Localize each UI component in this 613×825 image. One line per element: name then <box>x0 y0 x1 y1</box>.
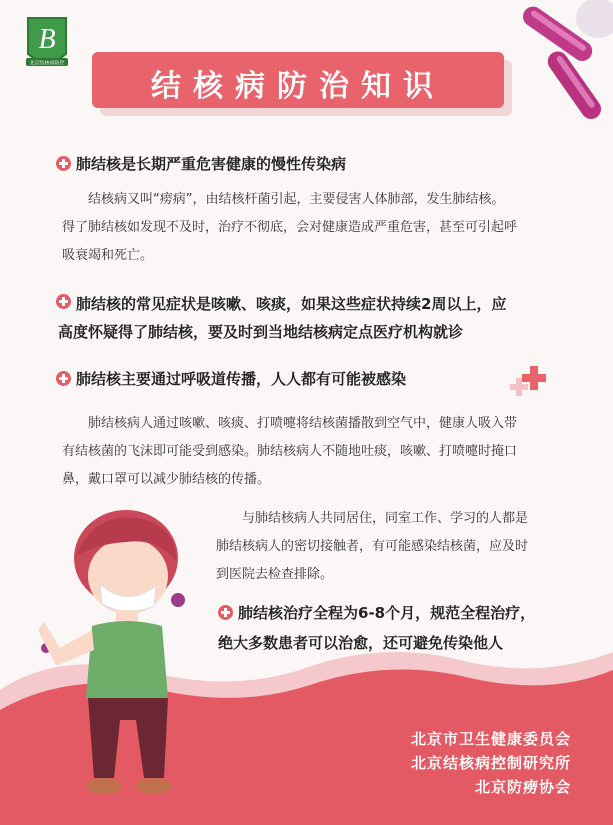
section-heading: 肺结核是长期严重危害健康的慢性传染病 <box>76 155 347 173</box>
org-line: 北京防痨协会 <box>474 778 571 796</box>
title-banner <box>92 52 504 108</box>
section-heading: 肺结核治疗全程为6-8个月，规范全程治疗， 绝大多数患者可以治愈，还可避免传染他人 <box>218 604 536 652</box>
bacteria-illustration <box>503 0 613 130</box>
org-line: 北京市卫生健康委员会 <box>410 730 571 748</box>
tb-logo-icon <box>24 14 70 72</box>
cross-decoration-icon <box>508 364 550 400</box>
section-body: 结核病又叫“痨病”，由结核杆菌引起，主要侵害人体肺部，发生肺结核。 得了肺结核如发现不及时，治疗不彻底，会对健康造成严重危害，甚至可引起呼 吸衰竭和死亡。 <box>62 192 518 263</box>
logo-text: 北京结核病防控 <box>29 60 65 67</box>
plus-icon <box>218 605 233 620</box>
plus-icon <box>56 371 71 386</box>
page-title: 结核病防治知识 <box>151 69 445 104</box>
plus-icon <box>56 156 71 171</box>
section-heading: 肺结核的常见症状是咳嗽、咳痰，如果这些症状持续2周以上，应 <box>76 295 507 313</box>
section-heading-line: 高度怀疑得了肺结核，要及时到当地结核病定点医疗机构就诊 <box>58 323 464 341</box>
svg-text:B: B <box>38 24 56 55</box>
org-line: 北京结核病控制研究所 <box>410 754 571 772</box>
child-with-mask-illustration <box>36 498 216 798</box>
section-body: 与肺结核病人共同居住，同室工作、学习的人都是 肺结核病人的密切接触者，有可能感染结核菌，应及时 到医院去检查排除。 <box>216 511 529 582</box>
section-body: 肺结核病人通过咳嗽、咳痰、打喷嚏将结核菌播散到空气中，健康人吸入带 有结核菌的飞沫即可能受到感染。肺结核病人不随地吐痰，咳嗽、打喷嚏时掩口 鼻，戴口罩可以减少肺结核的传播。 <box>62 416 518 487</box>
plus-icon <box>56 294 71 309</box>
section-heading: 肺结核主要通过呼吸道传播，人人都有可能被感染 <box>76 370 407 388</box>
